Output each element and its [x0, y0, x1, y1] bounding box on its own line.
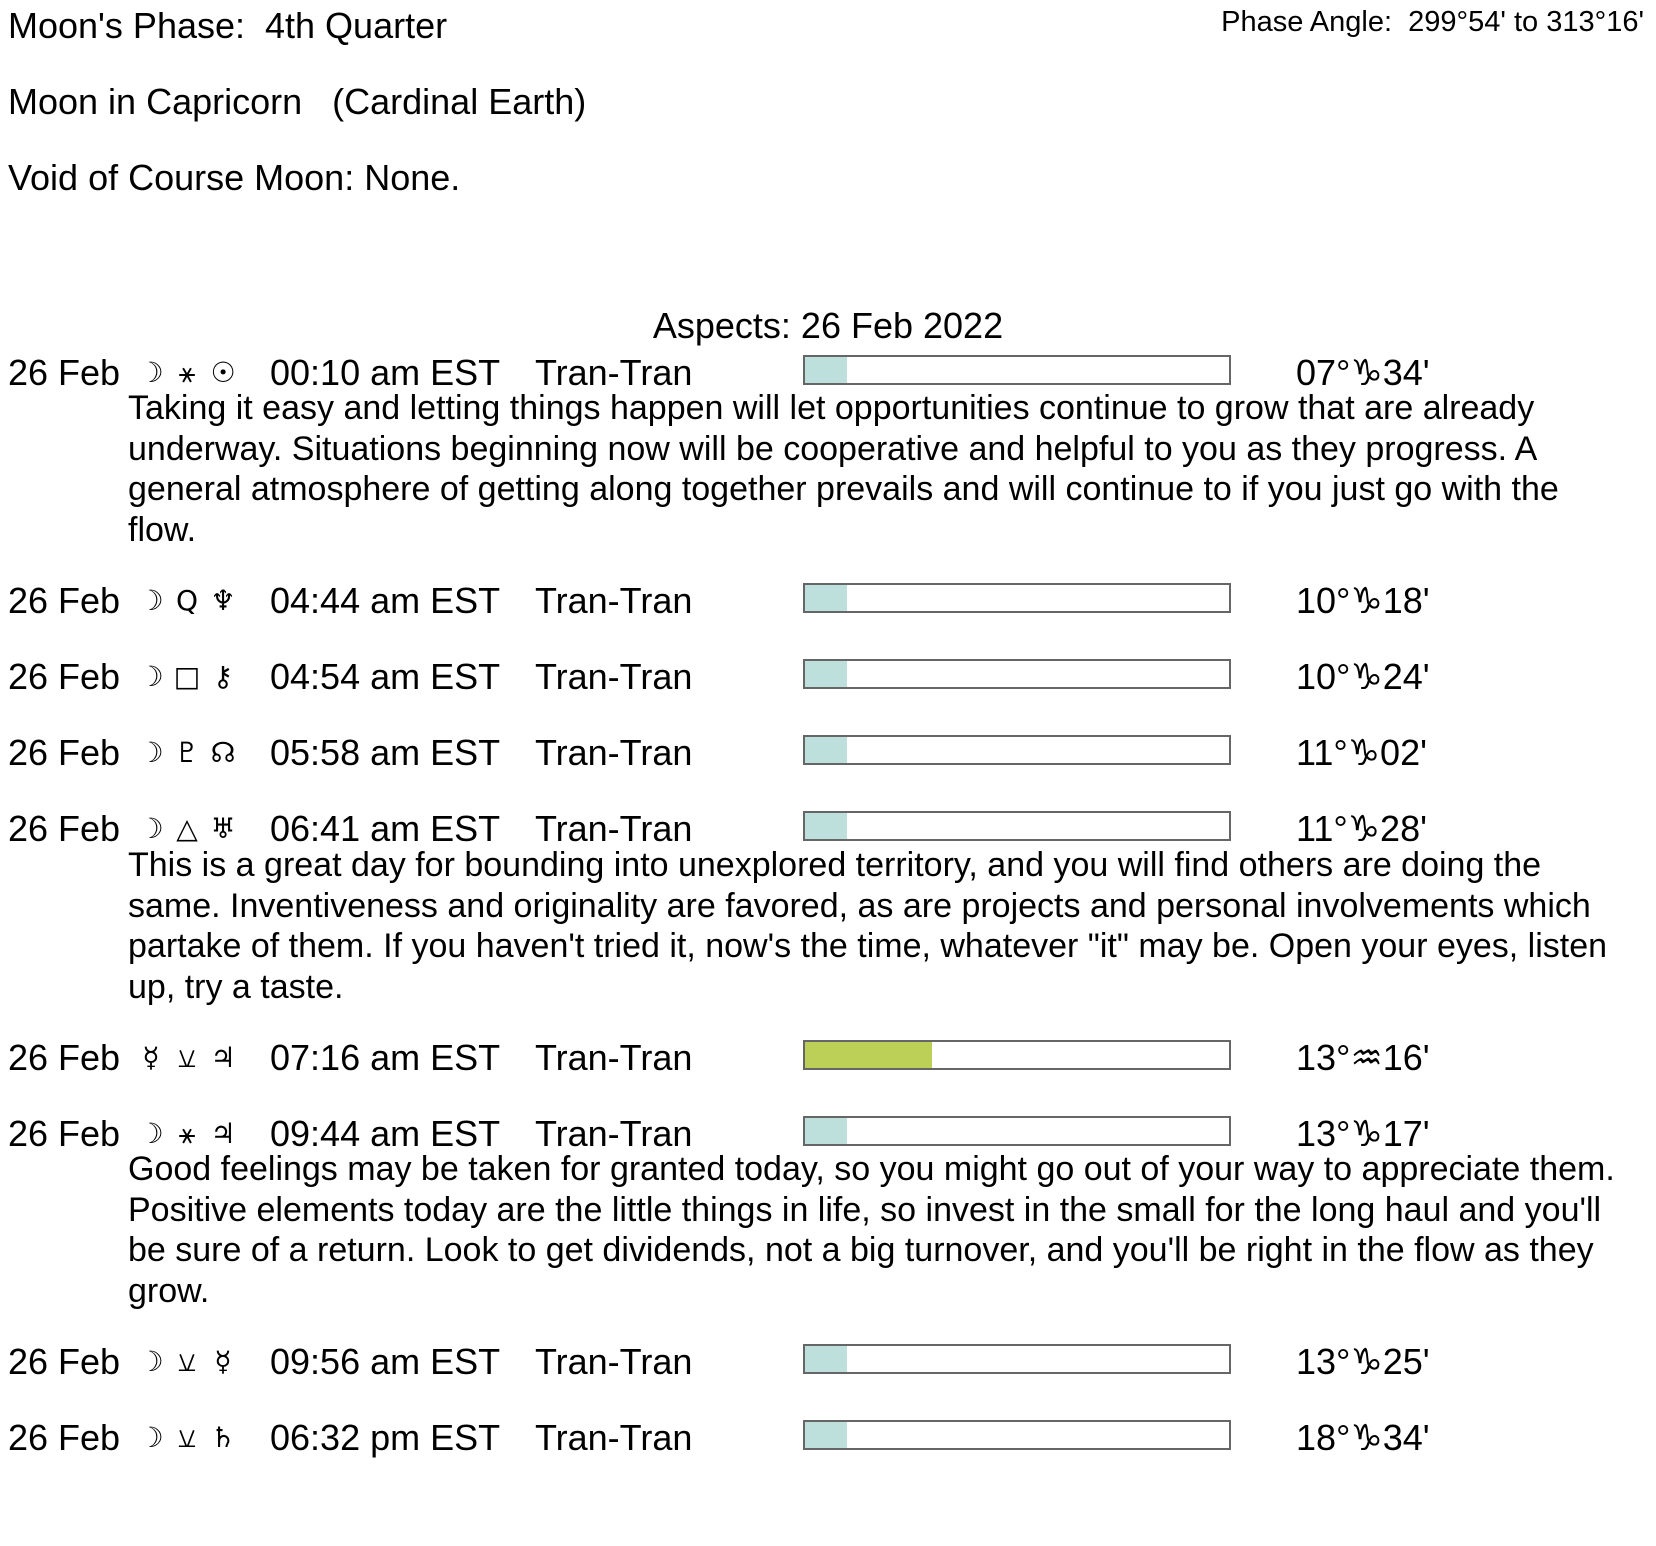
strength-bar-fill — [805, 737, 847, 763]
aspect-position: 18°♑34' — [1296, 1417, 1430, 1458]
aspect-date: 26 Feb — [8, 1417, 121, 1458]
planet2-glyph: ♅ — [210, 812, 236, 845]
strength-bar-fill — [805, 1042, 932, 1068]
aspect-symbols — [136, 579, 254, 623]
strength-bar — [803, 1040, 1231, 1070]
aspect-glyph: ⚺ — [177, 1421, 197, 1454]
aspect-symbols — [136, 1416, 254, 1460]
aspect-type: Tran-Tran — [535, 352, 693, 393]
aspect-type: Tran-Tran — [535, 1037, 693, 1078]
aspect-type: Tran-Tran — [535, 656, 693, 697]
phase-angle: Phase Angle: 299°54' to 313°16' — [1221, 6, 1644, 38]
strength-bar — [803, 355, 1231, 385]
aspect-time: 09:44 am EST — [270, 1113, 501, 1154]
aspect-type: Tran-Tran — [535, 1113, 693, 1154]
aspect-glyph: ⚹ — [178, 1117, 196, 1150]
strength-bar — [803, 735, 1231, 765]
aspect-position: 10°♑18' — [1296, 580, 1430, 621]
aspect-time: 04:54 am EST — [270, 656, 501, 697]
strength-bar — [803, 1116, 1231, 1146]
strength-bar — [803, 811, 1231, 841]
aspect-row — [0, 1340, 1656, 1384]
strength-bar — [803, 583, 1231, 613]
aspect-type: Tran-Tran — [535, 1417, 693, 1458]
planet1-glyph: ☽ — [138, 1117, 164, 1150]
strength-bar-fill — [805, 661, 847, 687]
planet1-glyph: ☽ — [138, 1421, 164, 1454]
aspect-date: 26 Feb — [8, 352, 121, 393]
aspect-date: 26 Feb — [8, 656, 121, 697]
aspect-glyph: ⚺ — [177, 1345, 197, 1378]
aspect-symbols — [136, 731, 254, 775]
void-of-course: Void of Course Moon: None. — [8, 157, 461, 198]
strength-bar-fill — [805, 1422, 847, 1448]
aspect-type: Tran-Tran — [535, 1341, 693, 1382]
strength-bar — [803, 1420, 1231, 1450]
planet1-glyph: ☿ — [142, 1041, 160, 1074]
strength-bar-fill — [805, 357, 847, 383]
planet1-glyph: ☽ — [138, 356, 164, 389]
planet2-glyph: ♆ — [210, 584, 236, 617]
aspect-date: 26 Feb — [8, 1037, 121, 1078]
aspect-row — [0, 579, 1656, 623]
aspect-symbols — [136, 1036, 254, 1080]
aspect-interpretation: This is a great day for bounding into unexplored territory, and you will find others are doing the same. Inventiveness and originality are favored, as are projects and personal involvements which partake of them. If you haven't tried it, now's the time, whatever "it" may be. Open your eyes, listen up, try a taste. — [128, 846, 1608, 1006]
planet1-glyph: ☽ — [138, 660, 164, 693]
aspect-row — [0, 655, 1656, 699]
aspect-date: 26 Feb — [8, 1341, 121, 1382]
aspect-symbols — [136, 655, 254, 699]
planet1-glyph: ☽ — [138, 812, 164, 845]
strength-bar-fill — [805, 585, 847, 611]
strength-bar-fill — [805, 1118, 847, 1144]
aspect-time: 07:16 am EST — [270, 1037, 501, 1078]
aspect-position: 13°♒16' — [1296, 1037, 1430, 1078]
aspect-glyph: ⚹ — [178, 356, 196, 389]
planet1-glyph: ☽ — [138, 1345, 164, 1378]
aspect-row — [0, 1036, 1656, 1080]
aspect-row — [0, 731, 1656, 775]
planet1-glyph: ☽ — [138, 584, 164, 617]
strength-bar-fill — [805, 813, 847, 839]
planet2-glyph: ☉ — [210, 356, 236, 389]
strength-bar-fill — [805, 1346, 847, 1372]
aspect-interpretation: Good feelings may be taken for granted today, so you might go out of your way to appreciate them. Positive elements today are the little things in life, so invest in the small for the long haul and you'll be sure of a return. Look to get dividends, not a big turnover, and you'll be right in the flow as they grow. — [128, 1150, 1615, 1310]
aspect-glyph: ⚺ — [177, 1041, 197, 1074]
aspect-glyph: □ — [173, 660, 201, 693]
aspect-time: 00:10 am EST — [270, 352, 501, 393]
aspect-position: 10°♑24' — [1296, 656, 1430, 697]
aspect-row — [0, 1416, 1656, 1460]
planet2-glyph: ♃ — [210, 1117, 236, 1150]
aspect-type: Tran-Tran — [535, 732, 693, 773]
planet2-glyph: ☊ — [210, 736, 236, 769]
planet2-glyph: ♃ — [210, 1041, 236, 1074]
aspect-glyph: △ — [176, 812, 198, 845]
aspect-time: 05:58 am EST — [270, 732, 501, 773]
aspect-time: 06:41 am EST — [270, 808, 501, 849]
aspect-type: Tran-Tran — [535, 580, 693, 621]
aspect-time: 09:56 am EST — [270, 1341, 501, 1382]
moon-sign: Moon in Capricorn (Cardinal Earth) — [8, 81, 587, 122]
aspect-interpretation: Taking it easy and letting things happen will let opportunities continue to grow that are already underway. Situations beginning now will be cooperative and helpful to you as they progress. A general atmosphere of getting along together prevails and will continue to if you just go with the flow. — [128, 389, 1559, 549]
aspects-title: Aspects: 26 Feb 2022 — [652, 305, 1004, 346]
aspect-position: 11°♑02' — [1296, 732, 1427, 773]
planet2-glyph: ⚷ — [212, 660, 234, 693]
aspect-date: 26 Feb — [8, 1113, 121, 1154]
strength-bar — [803, 1344, 1231, 1374]
planet1-glyph: ☽ — [138, 736, 164, 769]
aspect-date: 26 Feb — [8, 808, 121, 849]
aspect-position: 07°♑34' — [1296, 352, 1430, 393]
aspect-date: 26 Feb — [8, 732, 121, 773]
aspect-date: 26 Feb — [8, 580, 121, 621]
planet2-glyph: ♄ — [210, 1421, 236, 1454]
aspect-glyph: Q — [175, 584, 199, 617]
aspect-glyph: ♇ — [174, 736, 200, 769]
planet2-glyph: ☿ — [214, 1345, 232, 1378]
aspect-time: 04:44 am EST — [270, 580, 501, 621]
aspect-symbols — [136, 1340, 254, 1384]
strength-bar — [803, 659, 1231, 689]
aspect-position: 13°♑17' — [1296, 1113, 1430, 1154]
moon-phase: Moon's Phase: 4th Quarter — [8, 5, 448, 46]
aspect-position: 13°♑25' — [1296, 1341, 1430, 1382]
aspect-type: Tran-Tran — [535, 808, 693, 849]
aspect-time: 06:32 pm EST — [270, 1417, 501, 1458]
aspect-position: 11°♑28' — [1296, 808, 1427, 849]
